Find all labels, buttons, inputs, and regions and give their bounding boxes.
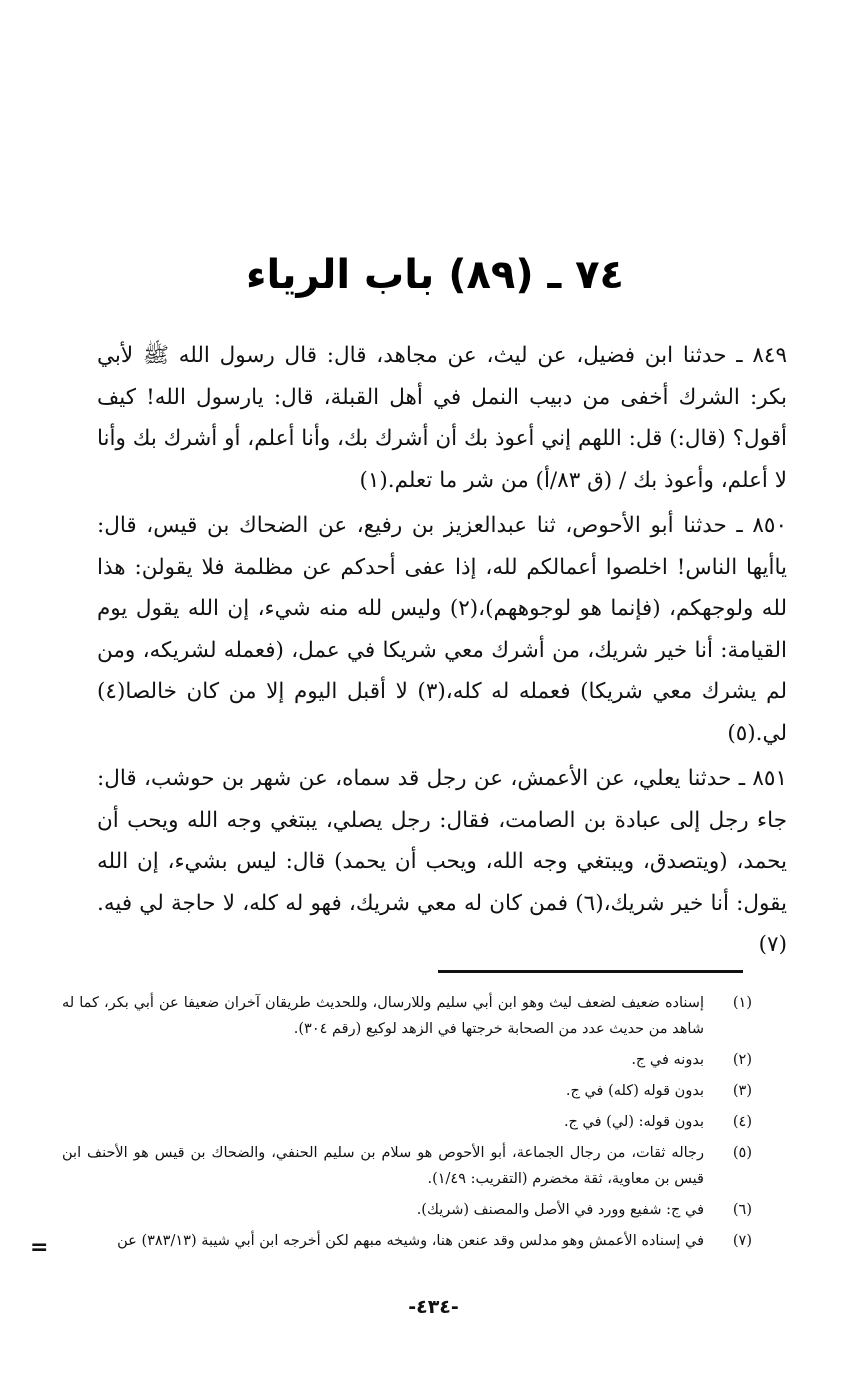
footnote xyxy=(62,1228,752,1254)
footnotes xyxy=(62,990,752,1259)
footnote xyxy=(62,990,752,1042)
footnote xyxy=(62,1047,752,1073)
footnote xyxy=(62,1078,752,1104)
footnote-number: (٦) xyxy=(732,1202,752,1218)
footnote-text: في ج: شفيع وورد في الأصل والمصنف (شريك). xyxy=(416,1202,704,1218)
footnote xyxy=(62,1109,752,1135)
page-number: -٤٣٤- xyxy=(408,1296,459,1318)
hadith-851: ٨٥١ ـ حدثنا يعلي، عن الأعمش، عن رجل قد سماه، عن شهر بن حوشب، قال: جاء رجل إلى عبادة بن الصامت، فقال: رجل يصلي، يبتغي وجه الله ويحب أن يحمد، (ويتصدق، ويبتغي وجه الله، ويحب أن يحمد) قال: ليس بشيء، إن الله يقول: أنا خير شريك،(٦) فمن كان له معي شريك، فهو له كله، لا حاجة لي فيه.(٧) xyxy=(97,766,787,957)
hadith-849: ٨٤٩ ـ حدثنا ابن فضيل، عن ليث، عن مجاهد، قال: قال رسول الله ﷺ لأبي بكر: الشرك أخفى من دبيب النمل في أهل القبلة، قال: يارسول الله! كيف أقول؟ (قال:) قل: اللهم إني أعوذ بك أن أشرك بك، وأنا أعلم، أو أشرك بك وأنا لا أعلم، وأعوذ بك / (ق ٨٣/أ) من شر ما تعلم.(١) xyxy=(97,343,787,493)
footnote-number: (٤) xyxy=(732,1114,752,1130)
hadith-text-body xyxy=(97,335,787,966)
footnote-text: بدون قوله (كله) في ج. xyxy=(565,1083,704,1099)
footnote xyxy=(62,1197,752,1223)
footnote xyxy=(62,1140,752,1192)
hadith-850: ٨٥٠ ـ حدثنا أبو الأحوص، ثنا عبدالعزيز بن رفيع، عن الضحاك بن قيس، قال: ياأيها الناس! اخلصوا أعمالكم لله، إذا عفى أحدكم عن مظلمة فلا يقولن: هذا لله ولوجهكم، (فإنما هو لوجوههم)،(٢) وليس لله منه شيء، إن الله يقول يوم القيامة: أنا خير شريك، من أشرك معي شريكا في عمل، (فعمله لشريكه، ومن لم يشرك معي شريكا) فعمله له كله،(٣) لا أقبل اليوم إلا من كان خالصا(٤) لي.(٥) xyxy=(97,513,787,746)
footnote-text: رجاله ثقات، من رجال الجماعة، أبو الأحوص هو سلام بن سليم الحنفي، والضحاك بن قيس هو الأحنف ابن قيس بن معاوية، ثقة مخضرم (التقريب: ١/٤٩). xyxy=(62,1145,704,1187)
footnote-number: (٣) xyxy=(732,1083,752,1099)
footnote-text: بدونه في ج. xyxy=(631,1052,704,1068)
footnote-text: إسناده ضعيف لضعف ليث وهو ابن أبي سليم وللارسال، وللحديث طريقان آخران ضعيفا عن أبي بكر، كما له شاهد من حديث عدد من الصحابة خرجتها في الزهد لوكيع (رقم ٣٠٤). xyxy=(62,995,704,1037)
footnote-number: (٧) xyxy=(732,1233,752,1249)
footnote-text: بدون قوله: (لي) في ج. xyxy=(563,1114,704,1130)
footnote-text: في إسناده الأعمش وهو مدلس وقد عنعن هنا، وشيخه مبهم لكن أخرجه ابن أبي شيبة (٣٨٣/١٣) عن xyxy=(117,1233,704,1249)
footnote-number: (٢) xyxy=(732,1052,752,1068)
footnote-number: (٥) xyxy=(732,1145,752,1161)
chapter-title: ٧٤ ـ (٨٩) باب الرياء xyxy=(246,252,624,298)
continuation-mark: = xyxy=(30,1235,49,1260)
footnote-number: (١) xyxy=(732,995,752,1011)
footnote-separator xyxy=(438,970,743,973)
